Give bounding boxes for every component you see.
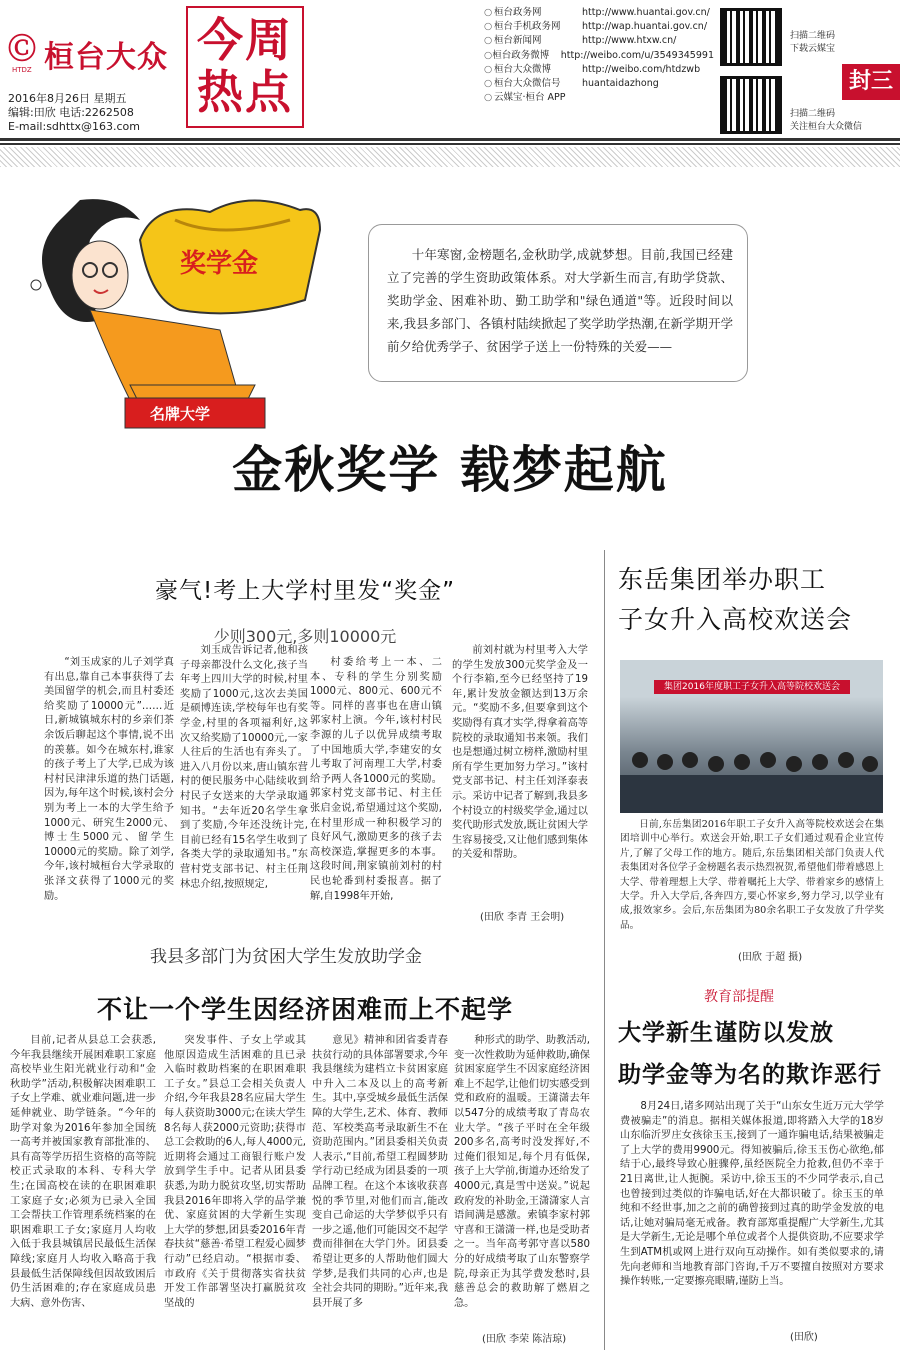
media-link-row[interactable] bbox=[484, 49, 714, 63]
bullet-icon: ○ bbox=[484, 21, 493, 33]
divider bbox=[0, 143, 900, 145]
section-title-line1: 今周 bbox=[197, 13, 293, 67]
article4-label: 教育部提醒 bbox=[704, 989, 774, 1005]
qr-caption-line: 关注桓台大众微信 bbox=[790, 122, 863, 132]
article1-byline: (田欣 李青 王会明) bbox=[480, 912, 565, 923]
qr-caption-line: 扫描二维码 bbox=[790, 31, 836, 41]
article2-byline: (田欣 李荣 陈洁琼) bbox=[482, 1334, 567, 1345]
main-headline: 金秋奖学 载梦起航 bbox=[232, 440, 668, 499]
logo-subtext: HTDZ bbox=[12, 66, 32, 74]
article4-byline: (田欣) bbox=[790, 1332, 818, 1343]
media-name: 桓台政务微博 bbox=[492, 49, 550, 61]
media-url[interactable]: huantaidazhong bbox=[582, 78, 659, 90]
qr-caption-wechat bbox=[790, 108, 862, 134]
section-title-box bbox=[186, 6, 304, 128]
article2-kicker: 我县多部门为贫困大学生发放助学金 bbox=[150, 947, 422, 967]
section-title-line2: 热点 bbox=[197, 65, 293, 119]
qr-code-icon[interactable] bbox=[720, 8, 782, 66]
media-url[interactable] bbox=[582, 91, 714, 105]
media-link-row[interactable] bbox=[484, 77, 714, 91]
column-divider bbox=[604, 550, 605, 1350]
media-url[interactable]: http://www.htxw.cn/ bbox=[582, 35, 677, 47]
paragraph: 村委给考上一本、二本、专科的学生分别奖励1000元、800元、600元不等。同样的喜事也在唐山镇郭家村上演。今年,该村村民李源的儿子以优异成绩考取了中国地质大学,李建安的女儿考取了河南理工大学,村委给予两人各1000元的奖励。郭家村党支部书记、村主任张启金说,希望通过这个奖励,在村里形成一种积极学习的良好风气,激励更多的孩子去高校深造,掌握更多的本事。这段时间,荆家镇前刘村的村民也轮番到村委报喜。据了解,自1998年开始, bbox=[310, 657, 442, 902]
editor-info: 编辑:田欣 电话:2262508 bbox=[8, 106, 134, 119]
article4-body bbox=[620, 1100, 884, 1326]
bullet-icon: ○ bbox=[484, 7, 493, 18]
photo-caption bbox=[620, 818, 884, 948]
scholarship-illustration bbox=[20, 170, 350, 432]
paragraph: 意见》精神和团省委青春扶贫行动的具体部署要求,今年我县继续为建档立卡贫困家庭中升入二本及以上的高考新生。其中,享受城乡最低生活保障的大学生,艺术、体育、教师范、军校类高考录取新生不在资助范围内。”团县委相关负责人表示,“目前,希望工程圆梦助学行动已经成为团县委的一项品牌工程。在这个本该收获喜悦的季节里,对他们而言,能改变自己命运的大学梦似乎只有一步之遥,他们可能因交不起学费而徘徊在大学门外。团县委希望让更多的人帮助他们圆大学梦,是我们共同的心声,也是全社会共同的期盼。”近年来,我县开展了多 bbox=[312, 1035, 448, 1309]
article1-col4 bbox=[452, 644, 588, 906]
article4-title-line1: 大学新生谨防以发放 bbox=[618, 1020, 834, 1046]
article3-title-line2: 子女升入高校欢送会 bbox=[618, 605, 853, 634]
intro-box: 十年寒窗,金榜题名,金秋助学,成就梦想。目前,我国已经建立了完善的学生资助政策体系。对大学新生而言,有助学贷款、奖助学金、困难补助、勤工助学和"绿色通道"等。近段时间以来,我县多部门、各镇村陆续掀起了奖学助学热潮,在新学期开学前夕给优秀学子、贫困学子送上一份特殊的关爱—— bbox=[368, 224, 748, 382]
paragraph: “刘玉成家的儿子刘学真有出息,靠自己本事获得了去美国留学的机会,而且村委还给奖励了10000元”……近日,新城镇城东村的乡亲们茶余饭后聊起这个事情,说不出的羡慕。如今在城东村,谁家的孩子考上了大学,已成为该村村民津津乐道的热门话题,因为,每年这个时候,该村会分别为考上一本的大学生给予1000元、研究生2000元、博士生5000元、留学生10000元的奖励。除了刘学,今年,该村城桓台大学录取的张泽文获得了1000元的奖励。 bbox=[44, 657, 174, 902]
editor-email: E-mail:sdhttx@163.com bbox=[8, 120, 140, 133]
media-link-row[interactable] bbox=[484, 34, 714, 48]
article1-col3 bbox=[310, 656, 442, 924]
article2-col4 bbox=[454, 1034, 590, 1330]
media-name: 桓台新闻网 bbox=[494, 35, 542, 47]
newspaper-logo: 桓台大众 bbox=[44, 40, 168, 75]
pedestal-label: 名牌大学 bbox=[150, 405, 211, 423]
article1-col2 bbox=[180, 644, 308, 924]
paragraph: 日前,东岳集团2016年职工子女升入高等院校欢送会在集团培训中心举行。欢送会开始,职工子女们通过观看企业宣传片,了解了父母工作的地方。随后,东岳集团相关部门负责人代表集团对各位学子金榜题名表示热烈祝贺,希望他们带着感恩上大学、带着理想上大学、带着嘱托上大学、带着家乡的感情上大学。升入大学后,各奔四方,要心怀家乡,努力学习,以学业有成,报效家乡。会后,东岳集团为80余名职工子女发放了升学奖品。 bbox=[620, 819, 884, 931]
article2-title: 不让一个学生因经济困难而上不起学 bbox=[96, 995, 513, 1024]
article2-col3 bbox=[312, 1034, 448, 1352]
article1-subtitle: 少则300元,多则10000元 bbox=[213, 627, 397, 646]
qr-code-icon[interactable] bbox=[720, 76, 782, 134]
media-name: 桓台大众微信号 bbox=[494, 78, 561, 90]
article1-col1 bbox=[44, 656, 174, 912]
article2-col1 bbox=[10, 1034, 156, 1352]
logo-icon: Ⓒ bbox=[8, 32, 37, 65]
paragraph: 刘玉成告诉记者,他和孩子母亲都没什么文化,孩子当年考上四川大学的时候,村里奖励了1000元,这次去美国是硕博连读,学校每年也有奖学金,村里的各项福利好,这次又给奖励了10000元,一家人往后的生活也有奔头了。进入八月份以来,唐山镇东营村的便民服务中心陆续收到村民子女送来的大学录取通知书。“去年近20名学生拿到了奖励,今年还没统计完,目前已经有15名学生收到了各类大学的录取通知书。”东营村党支部书记、村主任荆林忠介绍,按照规定, bbox=[180, 645, 308, 890]
media-url[interactable]: http://www.huantai.gov.cn/ bbox=[582, 7, 710, 18]
media-link-row[interactable] bbox=[484, 63, 714, 77]
paragraph: 目前,记者从县总工会获悉,今年我县继续开展困难职工家庭高校毕业生阳光就业行动和“金秋助学”活动,积极解决困难职工子女上学难、就业难问题,进一步延伸就业、助学链条。“今年的助学对象为2016年参加全国统一高考并被国家教育部批准的、具有高等学历招生资格的高等院校正式录取的本科、专科大学生;在国高校在读的在职困难职工家庭子女;必须为已录入全国工会帮扶工作管理系统档案的在职困难职工子女;家庭月人均收入低于我县城镇居民最低生活保障线;家庭月人均收入略高于我县最低生活保障线但因故致困后仍生活困难的;存在家庭成员患大病、意外伤害、 bbox=[10, 1035, 156, 1309]
qr-caption-line: 扫描二维码 bbox=[790, 109, 836, 119]
masthead-info bbox=[8, 92, 140, 134]
paragraph: 种形式的助学、助教活动,变一次性救助为延伸救助,确保贫困家庭学生不因家庭经济困难上不起学,让他们切实感受到党和政府的温暖。王潇潇去年以547分的成绩考取了青岛农业大学。“孩子平时在全年级200多名,高考时没发挥好,不过俺们很知足,每个月有低保,孩子上大学前,街道办还给发了4000元,真是雪中送炭。”说起政府发的补助金,王潇潇家人言语间满是感激。索镇李家村郭守喜和王潇潇一样,也是受助者之一。当年高考郭守喜以580分的好成绩考取了山东警察学院,母亲正为其学费发愁时,县慈善总会的救助解了燃眉之急。 bbox=[454, 1035, 590, 1309]
media-link-row[interactable] bbox=[484, 6, 714, 20]
qr-caption-download bbox=[790, 30, 835, 56]
bullet-icon: ○ bbox=[484, 92, 493, 104]
media-url[interactable]: http://weibo.com/u/3549345991 bbox=[560, 49, 714, 61]
article4-title-line2: 助学金等为名的欺诈恶行 bbox=[618, 1062, 882, 1088]
media-links bbox=[484, 6, 714, 105]
issue-date: 2016年8月26日 星期五 bbox=[8, 92, 127, 105]
media-name: 云媒宝·桓台 APP bbox=[494, 92, 566, 104]
bullet-icon: ○ bbox=[484, 63, 493, 75]
media-link-row[interactable] bbox=[484, 20, 714, 34]
ingot-label: 奖学金 bbox=[180, 249, 259, 279]
media-name: 桓台大众微博 bbox=[494, 63, 552, 75]
paragraph: 8月24日,诸多网站出现了关于“山东女生近万元大学学费被骗走”的消息。据相关媒体报道,即将踏入大学的18岁山东临沂罗庄女孩徐玉玉,接到了一通诈骗电话,结果被骗走了上大学的费用9900元。得知被骗后,徐玉玉伤心欲绝,郁结于心,最终导致心脏骤停,虽经医院全力抢救,但仍不幸于21日离世,让人扼腕。采访中,徐玉玉的不少同学表示,自己也曾接到过类似的诈骗电话,好在大都识破了。徐玉玉的单纯和不经世事,加之之前的确曾接到过真的助学金发放的电话,让她对骗局毫无戒备。教育部郑重提醒广大学新生,尤其是大学新生,无论是哪个单位或者个人提供资助,不应要求学生到ATM机或网上进行双向互动操作。如有类似要求的,请先向老师和当地教育部门咨询,千万不要擅自按照对方要求操作转账,一定要擦亮眼睛,谨防上当。 bbox=[620, 1101, 884, 1288]
media-link-row[interactable] bbox=[484, 91, 714, 105]
media-url[interactable]: http://weibo.com/htdzwb bbox=[582, 63, 701, 75]
article1-title: 豪气!考上大学村里发“奖金” bbox=[154, 578, 456, 604]
article2-col2 bbox=[164, 1034, 306, 1352]
paragraph: 突发事件、子女上学或其他原因造成生活困难的且已录入临时救助档案的在职困难职工子女。”县总工会相关负责人介绍,今年我县28名应届大学生每人获资助3000元;在读大学生8名每人获2000元资助;获得市总工会救助的6人,每人4000元,近期将会通过工商银行账户发放到学生手中。记者从团县委获悉,为助力脱贫攻坚,切实帮助我县2016年即将入学的品学兼优、家庭贫困的大学新生实现上大学的梦想,团县委2016年青春扶贫“慈善·希望工程爱心圆梦行动”已经启动。“根据市委、市政府《关于贯彻落实省扶贫开发工作部署坚决打赢脱贫攻坚战的 bbox=[164, 1035, 306, 1309]
media-url[interactable]: http://wap.huantai.gov.cn/ bbox=[582, 21, 708, 33]
media-name: 桓台政务网 bbox=[494, 7, 542, 18]
audience-silhouettes bbox=[620, 720, 883, 813]
media-name: 桓台手机政务网 bbox=[494, 21, 561, 33]
photo-banner: 集团2016年度职工子女升入高等院校欢送会 bbox=[654, 680, 850, 694]
bullet-icon: ○ bbox=[484, 35, 493, 47]
paragraph: 前刘村就为村里考入大学的学生发放300元奖学金及一个行李箱,至今已经坚持了19年,累计发放金额达到13万余元。“奖励不多,但要拿到这个奖励得有真才实学,得拿着高等院校的录取通知书来领。我们也是想通过树立榜样,激励村里所有学生更加努力学习。”该村党支部书记、村主任刘泽泰表示。采访中记者了解到,我县多个村设立的村级奖学金,通过以奖代助形式发放,既让贫困大学生容易接受,又让他们感到集体的关爱和帮助。 bbox=[452, 645, 588, 861]
bullet-icon: ○ bbox=[484, 78, 493, 90]
article3-title-line1: 东岳集团举办职工 bbox=[618, 565, 827, 594]
page-label: 封三 bbox=[842, 64, 900, 100]
divider bbox=[0, 138, 900, 141]
hatch-band bbox=[0, 147, 900, 167]
qr-caption-line: 下载云媒宝 bbox=[790, 44, 836, 54]
article3-byline: (田欣 于超 摄) bbox=[738, 952, 803, 963]
bullet-icon: ○ bbox=[484, 49, 493, 61]
